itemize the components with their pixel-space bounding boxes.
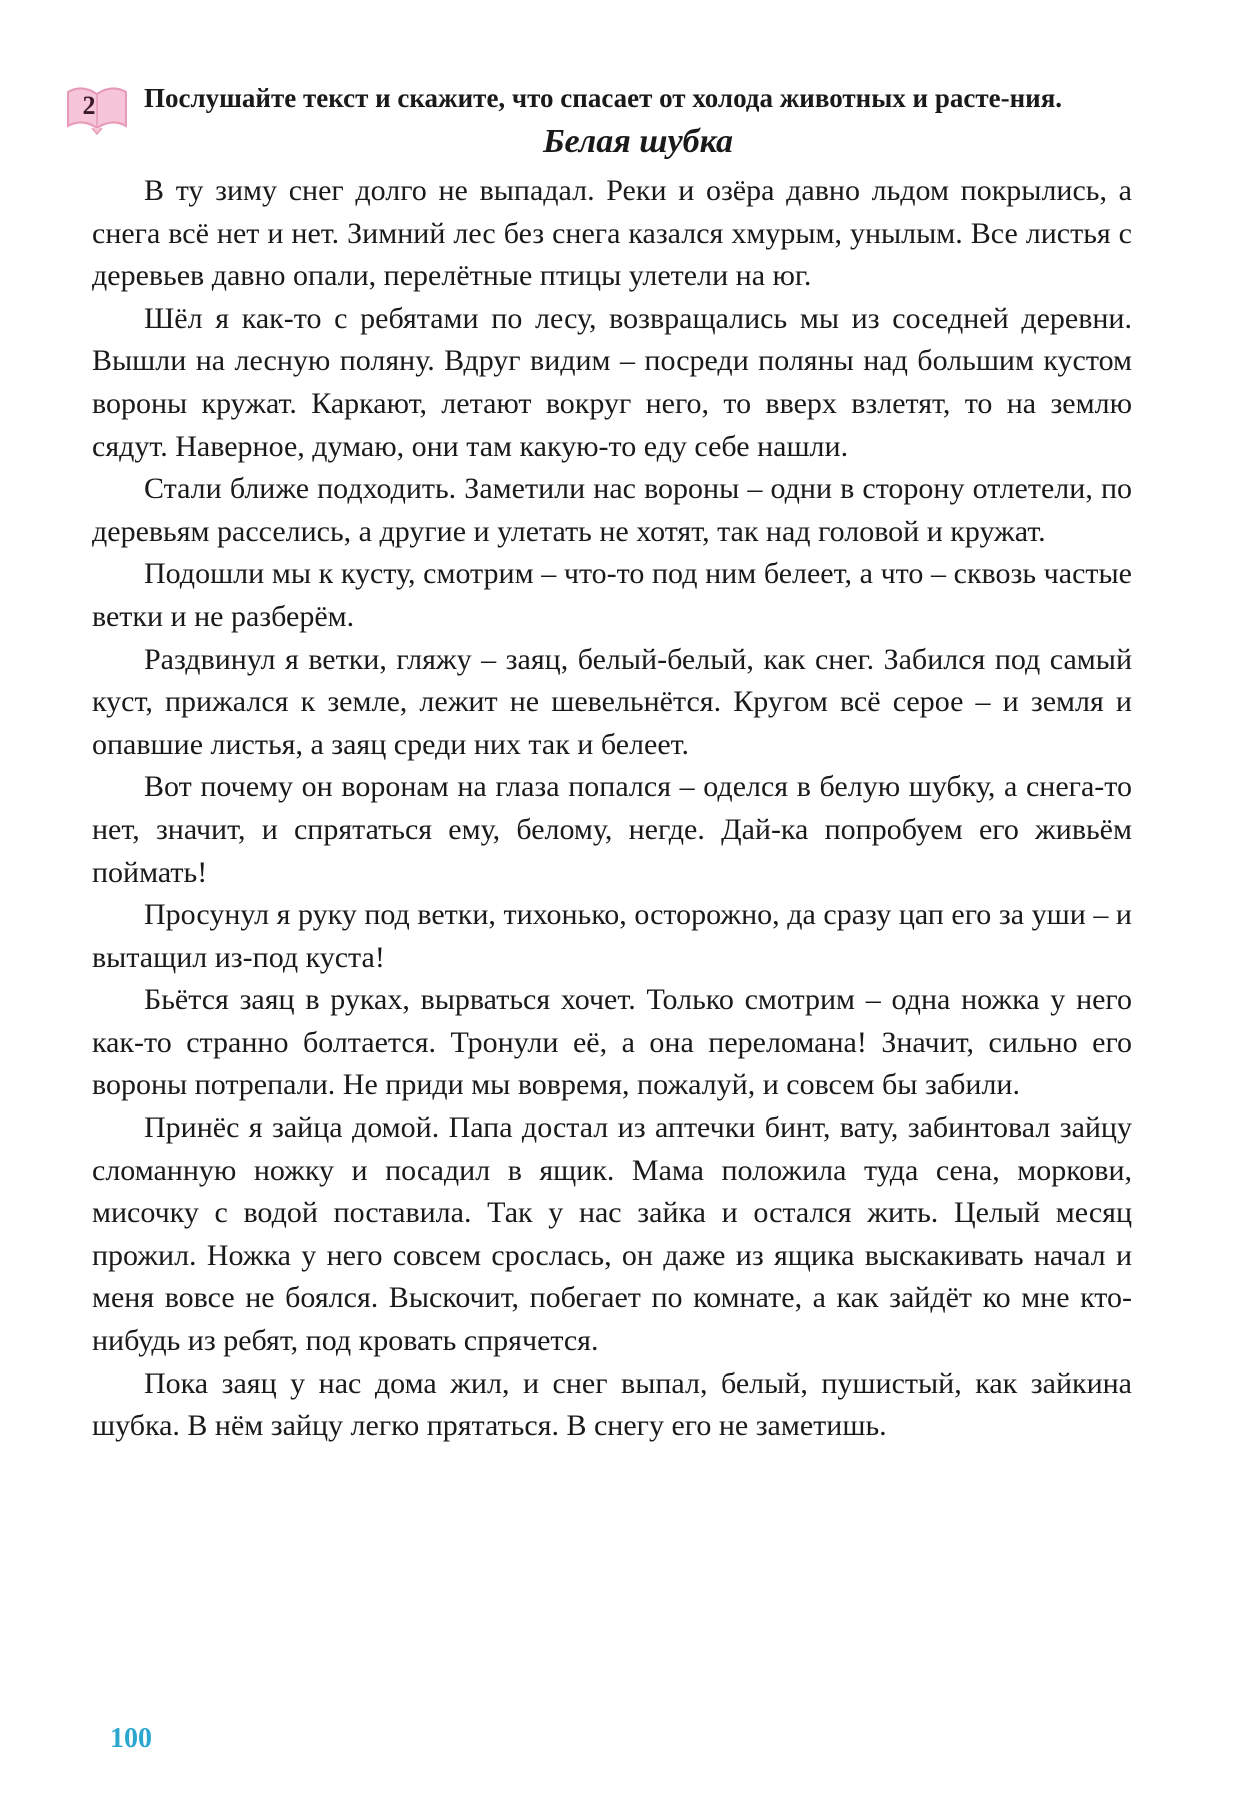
task-block [82, 80, 1132, 120]
story-paragraph: Раздвинул я ветки, гляжу – заяц, белый-белый, как снег. Забился под самый куст, прижался к земле, лежит не шевельнётся. Кругом всё серое – и земля и опавшие листья, а заяц среди них так и белеет. [92, 642, 1132, 761]
task-number: 2 [82, 91, 96, 120]
story-paragraph: Подошли мы к кусту, смотрим – что-то под ним белеет, а что – сквозь частые ветки и не разберём. [92, 557, 1132, 633]
page-number: 100 [110, 1723, 152, 1754]
story-paragraph: В ту зиму снег долго не выпадал. Реки и озёра давно льдом покрылись, а снега всё нет и нет. Зимний лес без снега казался хмурым, унылым. Все листья с деревьев давно опали, перелётные птицы улетели на юг. [92, 174, 1132, 293]
book-icon [64, 82, 130, 136]
story-paragraph: Бьётся заяц в руках, вырваться хочет. Только смотрим – одна ножка у него как-то странно болтается. Тронули её, а она переломана! Значит, сильно его вороны потрепали. Не приди мы вовремя, пожалуй, и совсем бы забили. [92, 983, 1132, 1102]
story-paragraph: Принёс я зайца домой. Папа достал из аптечки бинт, вату, забинтовал зайцу сломанную ножку и посадил в ящик. Мама положила туда сена, моркови, мисочку с водой поставила. Так у нас зайка и остался жить. Целый месяц прожил. Ножка у него совсем срослась, он даже из ящика выскакивать начал и меня вовсе не боялся. Выскочит, побегает по комнате, а как зайдёт ко мне кто-нибудь из ребят, под кровать спрячется. [92, 1111, 1132, 1358]
story-paragraph: Пока заяц у нас дома жил, и снег выпал, белый, пушистый, как зайкина шубка. В нём зайцу легко прятаться. В снегу его не заметишь. [92, 1366, 1132, 1443]
story-title: Белая шубка [542, 123, 734, 160]
story-paragraph: Просунул я руку под ветки, тихонько, осторожно, да сразу цап его за уши – и вытащил из-под куста! [92, 898, 1132, 974]
textbook-page [82, 80, 1132, 1448]
story-paragraph: Вот почему он воронам на глаза попался – оделся в белую шубку, а снега-то нет, значит, и спрятаться ему, белому, негде. Дай-ка попробуем его живьём поймать! [92, 770, 1132, 889]
story-paragraph: Шёл я как-то с ребятами по лесу, возвращались мы из соседней деревни. Вышли на лесную поляну. Вдруг видим – посреди поляны над большим кустом вороны кружат. Каркают, летают вокруг него, то вверх взлетят, то на землю сядут. Наверное, думаю, они там какую-то еду себе нашли. [92, 301, 1132, 463]
task-instruction: Послушайте текст и скажите, что спасает от холода животных и расте-ния. [144, 83, 1063, 113]
story-paragraph: Стали ближе подходить. Заметили нас вороны – одни в сторону отлетели, по деревьям расселись, а другие и улетать не хотят, так над головой и кружат. [92, 472, 1132, 548]
